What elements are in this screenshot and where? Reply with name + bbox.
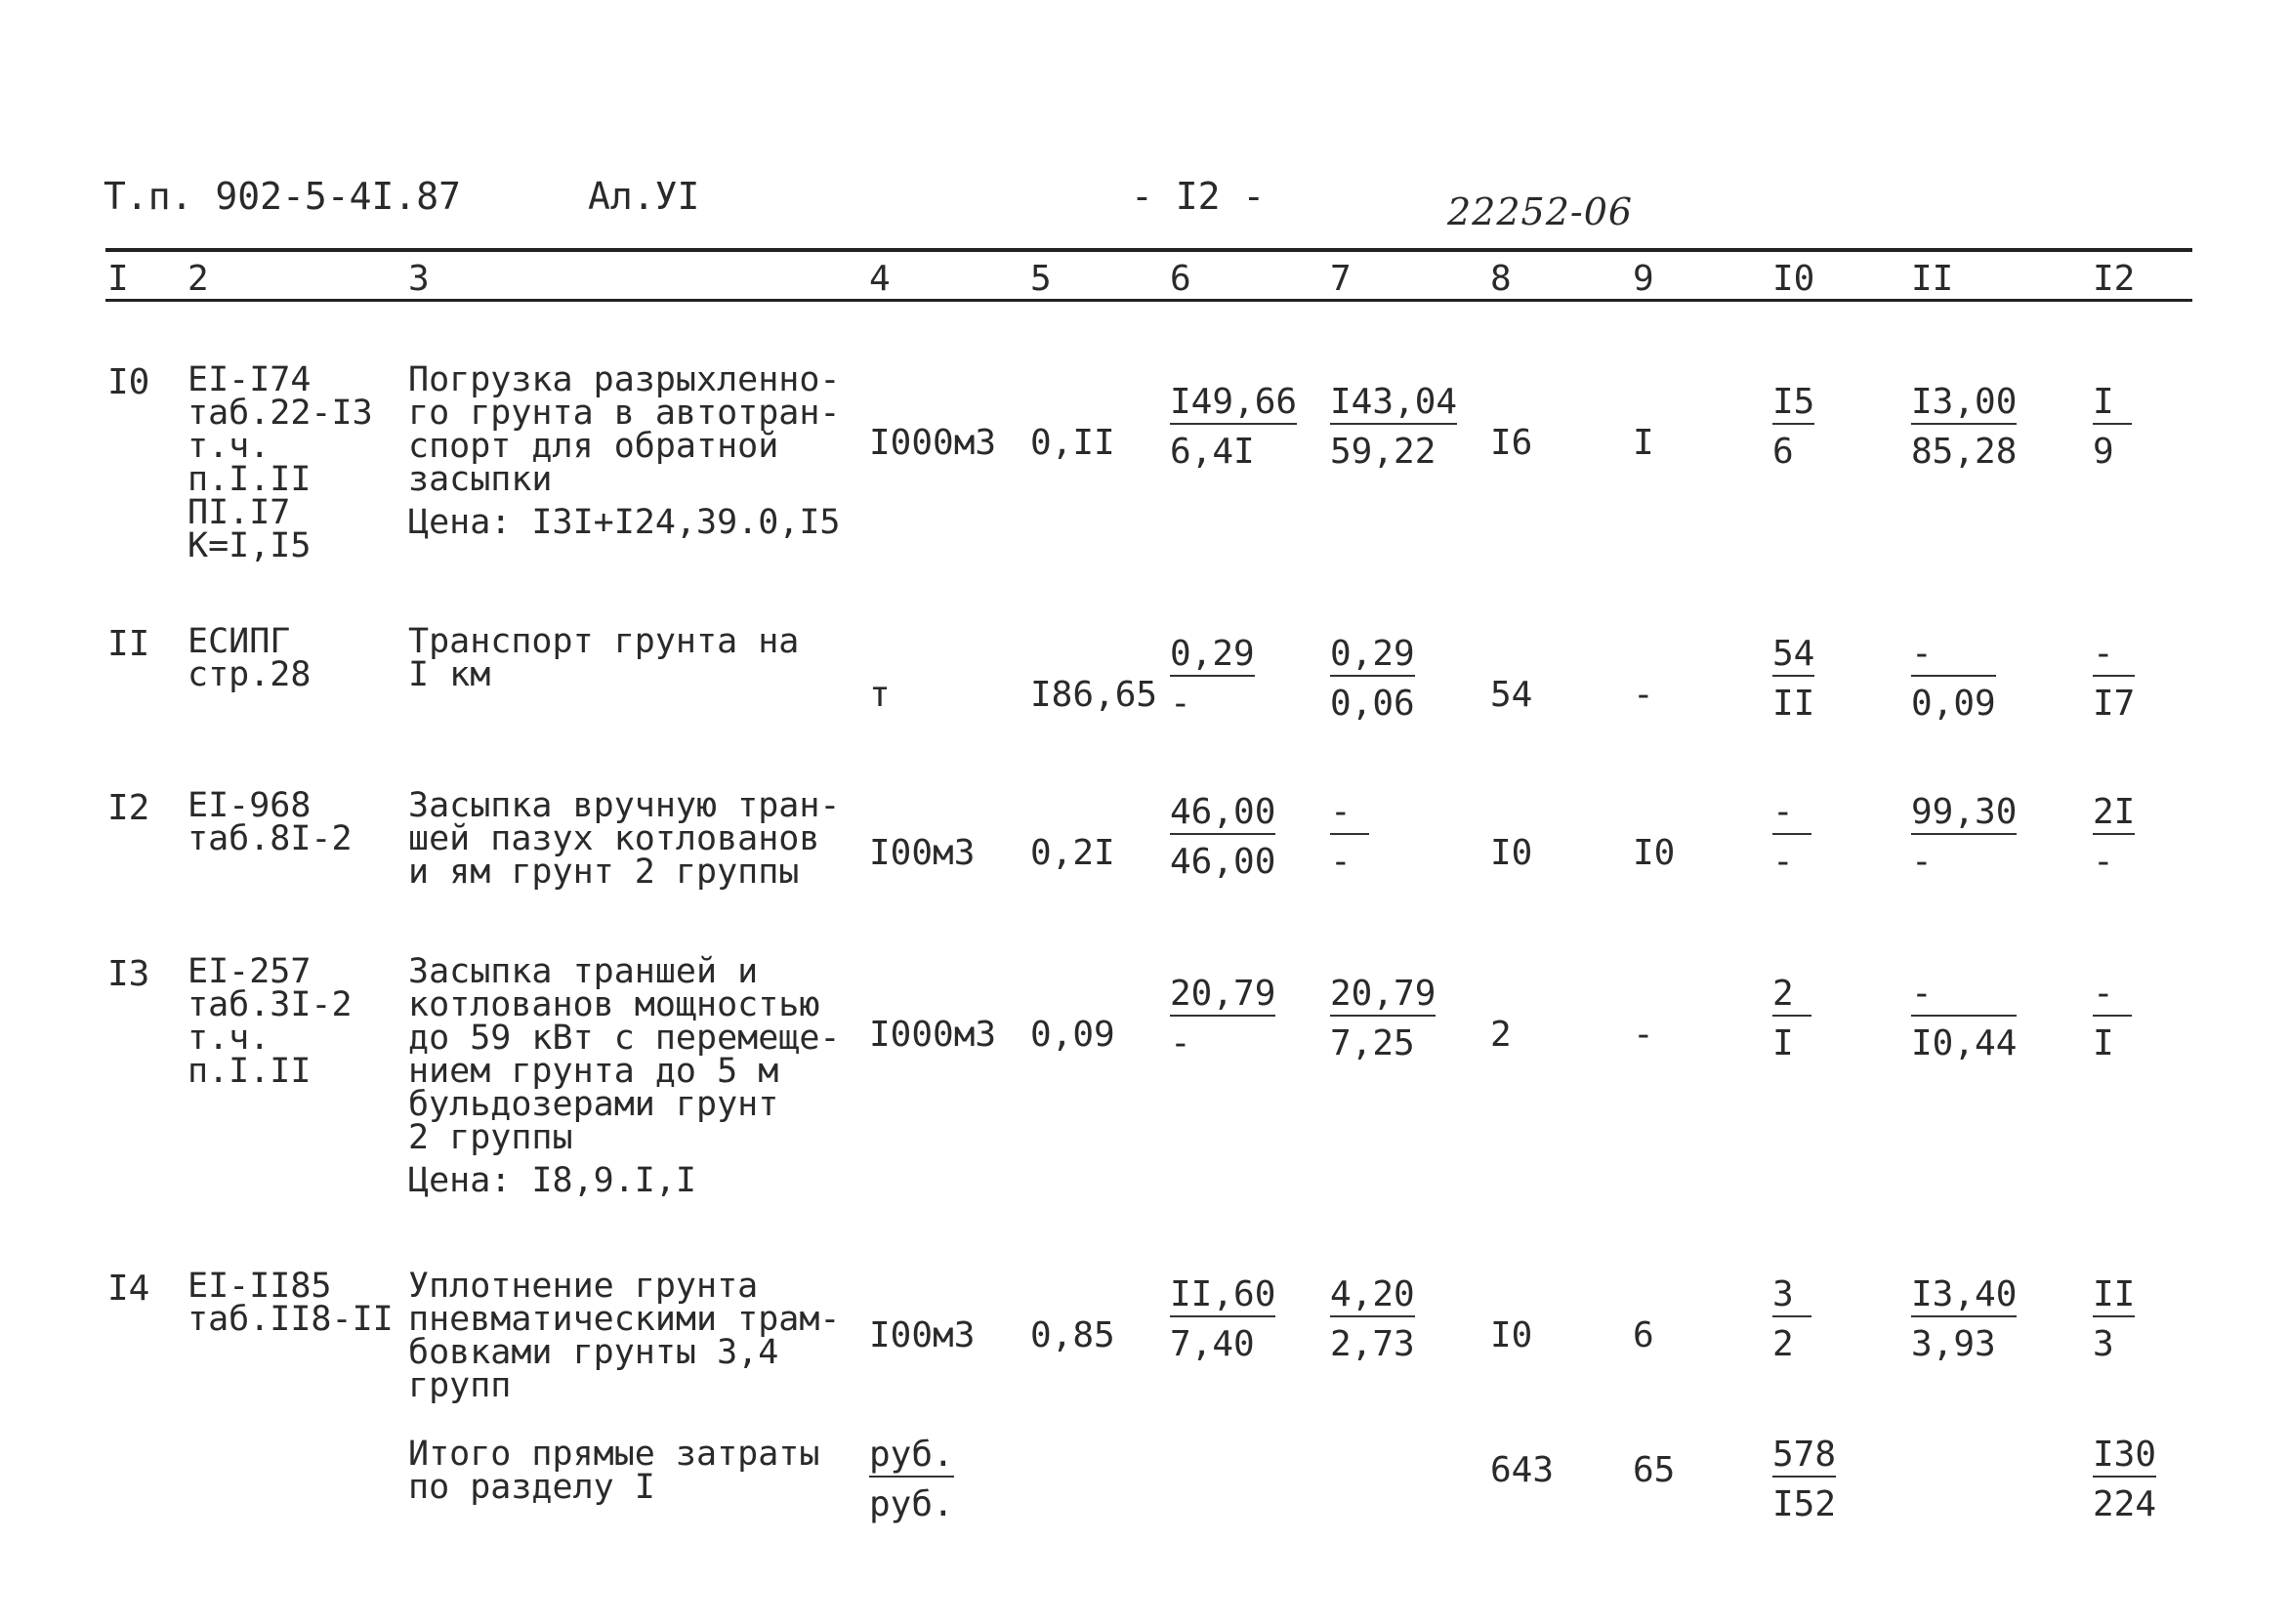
column-number: II — [1911, 259, 1954, 299]
col6-cost-top: I49,66 — [1170, 385, 1297, 425]
col12-value — [2093, 634, 2136, 724]
total-unit — [869, 1437, 954, 1522]
col12-value — [2093, 792, 2136, 882]
total-col12-bottom: 224 — [2093, 1484, 2157, 1524]
col7-cost-bottom: - — [1330, 842, 1352, 882]
work-description-text: Засыпка траншей и котлованов мощностью до 59 кВт с перемеще- нием грунта до 5 м бульдозерами грунт 2 группы — [408, 952, 841, 1157]
row-number: II — [107, 624, 150, 664]
col10-value — [1772, 382, 1815, 472]
col11-value-top: I3,00 — [1911, 385, 2017, 425]
column-number: 2 — [187, 259, 209, 299]
col6-cost-top: 20,79 — [1170, 977, 1275, 1017]
col6-cost-bottom: - — [1170, 1023, 1191, 1063]
col11-value-bottom: 85,28 — [1911, 432, 2018, 472]
col6-cost — [1170, 382, 1298, 472]
col12-value — [2093, 382, 2132, 472]
col7-cost — [1330, 634, 1415, 724]
total-col12-top: I30 — [2093, 1437, 2156, 1478]
unit: I00м3 — [869, 833, 976, 873]
norm-code: ЕI-I74 таб.22-I3 т.ч. п.I.II ПI.I7 К=I,I5 — [187, 360, 373, 565]
row-number: I4 — [107, 1269, 150, 1309]
col6-cost-top: II,60 — [1170, 1277, 1275, 1317]
work-description — [408, 786, 841, 892]
col12-value-top: 2I — [2093, 795, 2135, 835]
album-label: Ал.УI — [588, 175, 700, 218]
col11-value-top: - — [1911, 637, 1996, 677]
column-number: 5 — [1030, 259, 1052, 299]
col9-value: I0 — [1633, 833, 1676, 873]
col7-cost — [1330, 1274, 1415, 1364]
col6-cost — [1170, 634, 1255, 724]
col10-value-bottom: II — [1772, 684, 1815, 724]
total-col12 — [2093, 1437, 2156, 1522]
column-number: I — [107, 259, 129, 299]
col8-value: I0 — [1490, 833, 1533, 873]
col8-value: 54 — [1490, 675, 1533, 715]
col11-value-bottom: - — [1911, 842, 1933, 882]
col10-value-top: I5 — [1772, 385, 1814, 425]
norm-code: ЕI-II85 таб.II8-II — [187, 1267, 394, 1339]
page-number: - I2 - — [1131, 175, 1266, 218]
col10-value-top: 2 — [1772, 977, 1811, 1017]
col6-cost-bottom: 46,00 — [1170, 842, 1276, 882]
col7-cost — [1330, 792, 1369, 882]
quantity: 0,85 — [1030, 1315, 1115, 1355]
row-number: I2 — [107, 788, 150, 828]
col6-cost-top: 46,00 — [1170, 795, 1275, 835]
col7-cost-bottom: 0,06 — [1330, 684, 1415, 724]
col6-cost-bottom: - — [1170, 684, 1191, 724]
column-number: 9 — [1633, 259, 1654, 299]
header-bottom-rule — [105, 299, 2192, 302]
price-formula: Цена: I8,9.I,I — [408, 1161, 697, 1200]
work-description-text: Засыпка вручную тран- шей пазух котлованов и ям грунт 2 группы — [408, 786, 841, 892]
col10-value-bottom: I — [1772, 1023, 1794, 1063]
quantity: 0,2I — [1030, 833, 1115, 873]
col12-value-top: I — [2093, 385, 2132, 425]
col6-cost-bottom: 7,40 — [1170, 1324, 1255, 1364]
col7-cost — [1330, 382, 1458, 472]
col12-value-bottom: 3 — [2093, 1324, 2114, 1364]
col7-cost-bottom: 59,22 — [1330, 432, 1436, 472]
col10-value-top: 3 — [1772, 1277, 1811, 1317]
col12-value-bottom: I7 — [2093, 684, 2136, 724]
col12-value-top: - — [2093, 637, 2135, 677]
col8-value: I0 — [1490, 1315, 1533, 1355]
col7-cost-top: 0,29 — [1330, 637, 1415, 677]
col7-cost-top: 20,79 — [1330, 977, 1436, 1017]
col6-cost — [1170, 974, 1276, 1063]
col9-value: I — [1633, 423, 1654, 463]
column-number: 3 — [408, 259, 430, 299]
row-number: I3 — [107, 954, 150, 994]
col12-value-bottom: I — [2093, 1023, 2114, 1063]
column-number: 6 — [1170, 259, 1191, 299]
col9-value: - — [1633, 675, 1654, 715]
col6-cost-bottom: 6,4I — [1170, 432, 1255, 472]
col7-cost-bottom: 2,73 — [1330, 1324, 1415, 1364]
col10-value-bottom: - — [1772, 842, 1794, 882]
norm-code: ЕI-257 таб.3I-2 т.ч. п.I.II — [187, 952, 353, 1091]
archive-stamp: 22252-06 — [1447, 190, 1634, 233]
total-col10-bottom: I52 — [1772, 1484, 1837, 1524]
col6-cost-top: 0,29 — [1170, 637, 1255, 677]
col7-cost-top: 4,20 — [1330, 1277, 1415, 1317]
col9-value: 6 — [1633, 1315, 1654, 1355]
doc-reference: Т.п. 902-5-4I.87 — [104, 175, 462, 218]
col9-value: - — [1633, 1015, 1654, 1055]
price-formula: Цена: I3I+I24,39.0,I5 — [408, 503, 841, 542]
col11-value-bottom: 3,93 — [1911, 1324, 1996, 1364]
total-col9: 65 — [1633, 1450, 1676, 1490]
work-description — [408, 360, 841, 542]
total-col10-top: 578 — [1772, 1437, 1836, 1478]
col6-cost — [1170, 792, 1276, 882]
quantity: 0,II — [1030, 423, 1115, 463]
col10-value — [1772, 792, 1811, 882]
col11-value — [1911, 382, 2018, 472]
col8-value: I6 — [1490, 423, 1533, 463]
col10-value — [1772, 634, 1815, 724]
col11-value-top: - — [1911, 977, 2017, 1017]
col12-value-top: II — [2093, 1277, 2135, 1317]
header-top-rule — [105, 248, 2192, 252]
column-number: 4 — [869, 259, 891, 299]
col8-value: 2 — [1490, 1015, 1512, 1055]
total-col8: 643 — [1490, 1450, 1555, 1490]
col11-value — [1911, 792, 2018, 882]
total-unit-top: руб. — [869, 1437, 954, 1478]
column-number: 7 — [1330, 259, 1352, 299]
column-number: I0 — [1772, 259, 1815, 299]
col12-value-bottom: 9 — [2093, 432, 2114, 472]
unit: I00м3 — [869, 1315, 976, 1355]
work-description-text: Погрузка разрыхленно- го грунта в автотран- спорт для обратной засыпки — [408, 360, 841, 499]
col11-value-bottom: I0,44 — [1911, 1023, 2018, 1063]
col12-value — [2093, 974, 2132, 1063]
unit: т — [869, 675, 891, 715]
col10-value-top: 54 — [1772, 637, 1814, 677]
col10-value-bottom: 6 — [1772, 432, 1794, 472]
col11-value-bottom: 0,09 — [1911, 684, 1996, 724]
col7-cost-top: - — [1330, 795, 1369, 835]
column-number: I2 — [2093, 259, 2136, 299]
work-description-text: Транспорт грунта на I км — [408, 622, 800, 694]
col6-cost — [1170, 1274, 1276, 1364]
unit: I000м3 — [869, 423, 997, 463]
col11-value — [1911, 634, 1996, 724]
row-number: I0 — [107, 362, 150, 402]
unit: I000м3 — [869, 1015, 997, 1055]
total-unit-bottom: руб. — [869, 1484, 954, 1524]
work-description — [408, 952, 841, 1200]
norm-code: ЕI-968 таб.8I-2 — [187, 786, 353, 858]
col10-value — [1772, 1274, 1811, 1364]
col11-value — [1911, 974, 2018, 1063]
work-description-text: Уплотнение грунта пневматическими трам- бовками грунты 3,4 групп — [408, 1267, 841, 1405]
norm-code: ЕСИПГ стр.28 — [187, 622, 312, 694]
total-description: Итого прямые затраты по разделу I — [408, 1435, 820, 1507]
col11-value — [1911, 1274, 2018, 1364]
work-description — [408, 622, 800, 694]
quantity: 0,09 — [1030, 1015, 1115, 1055]
col12-value — [2093, 1274, 2136, 1364]
col7-cost-bottom: 7,25 — [1330, 1023, 1415, 1063]
col10-value-bottom: 2 — [1772, 1324, 1794, 1364]
column-number: 8 — [1490, 259, 1512, 299]
col12-value-top: - — [2093, 977, 2132, 1017]
quantity: I86,65 — [1030, 675, 1158, 715]
col10-value — [1772, 974, 1811, 1063]
col7-cost — [1330, 974, 1436, 1063]
col7-cost-top: I43,04 — [1330, 385, 1457, 425]
total-col10 — [1772, 1437, 1836, 1522]
work-description — [408, 1267, 841, 1405]
col10-value-top: - — [1772, 795, 1811, 835]
col11-value-top: 99,30 — [1911, 795, 2017, 835]
col11-value-top: I3,40 — [1911, 1277, 2017, 1317]
col12-value-bottom: - — [2093, 842, 2114, 882]
